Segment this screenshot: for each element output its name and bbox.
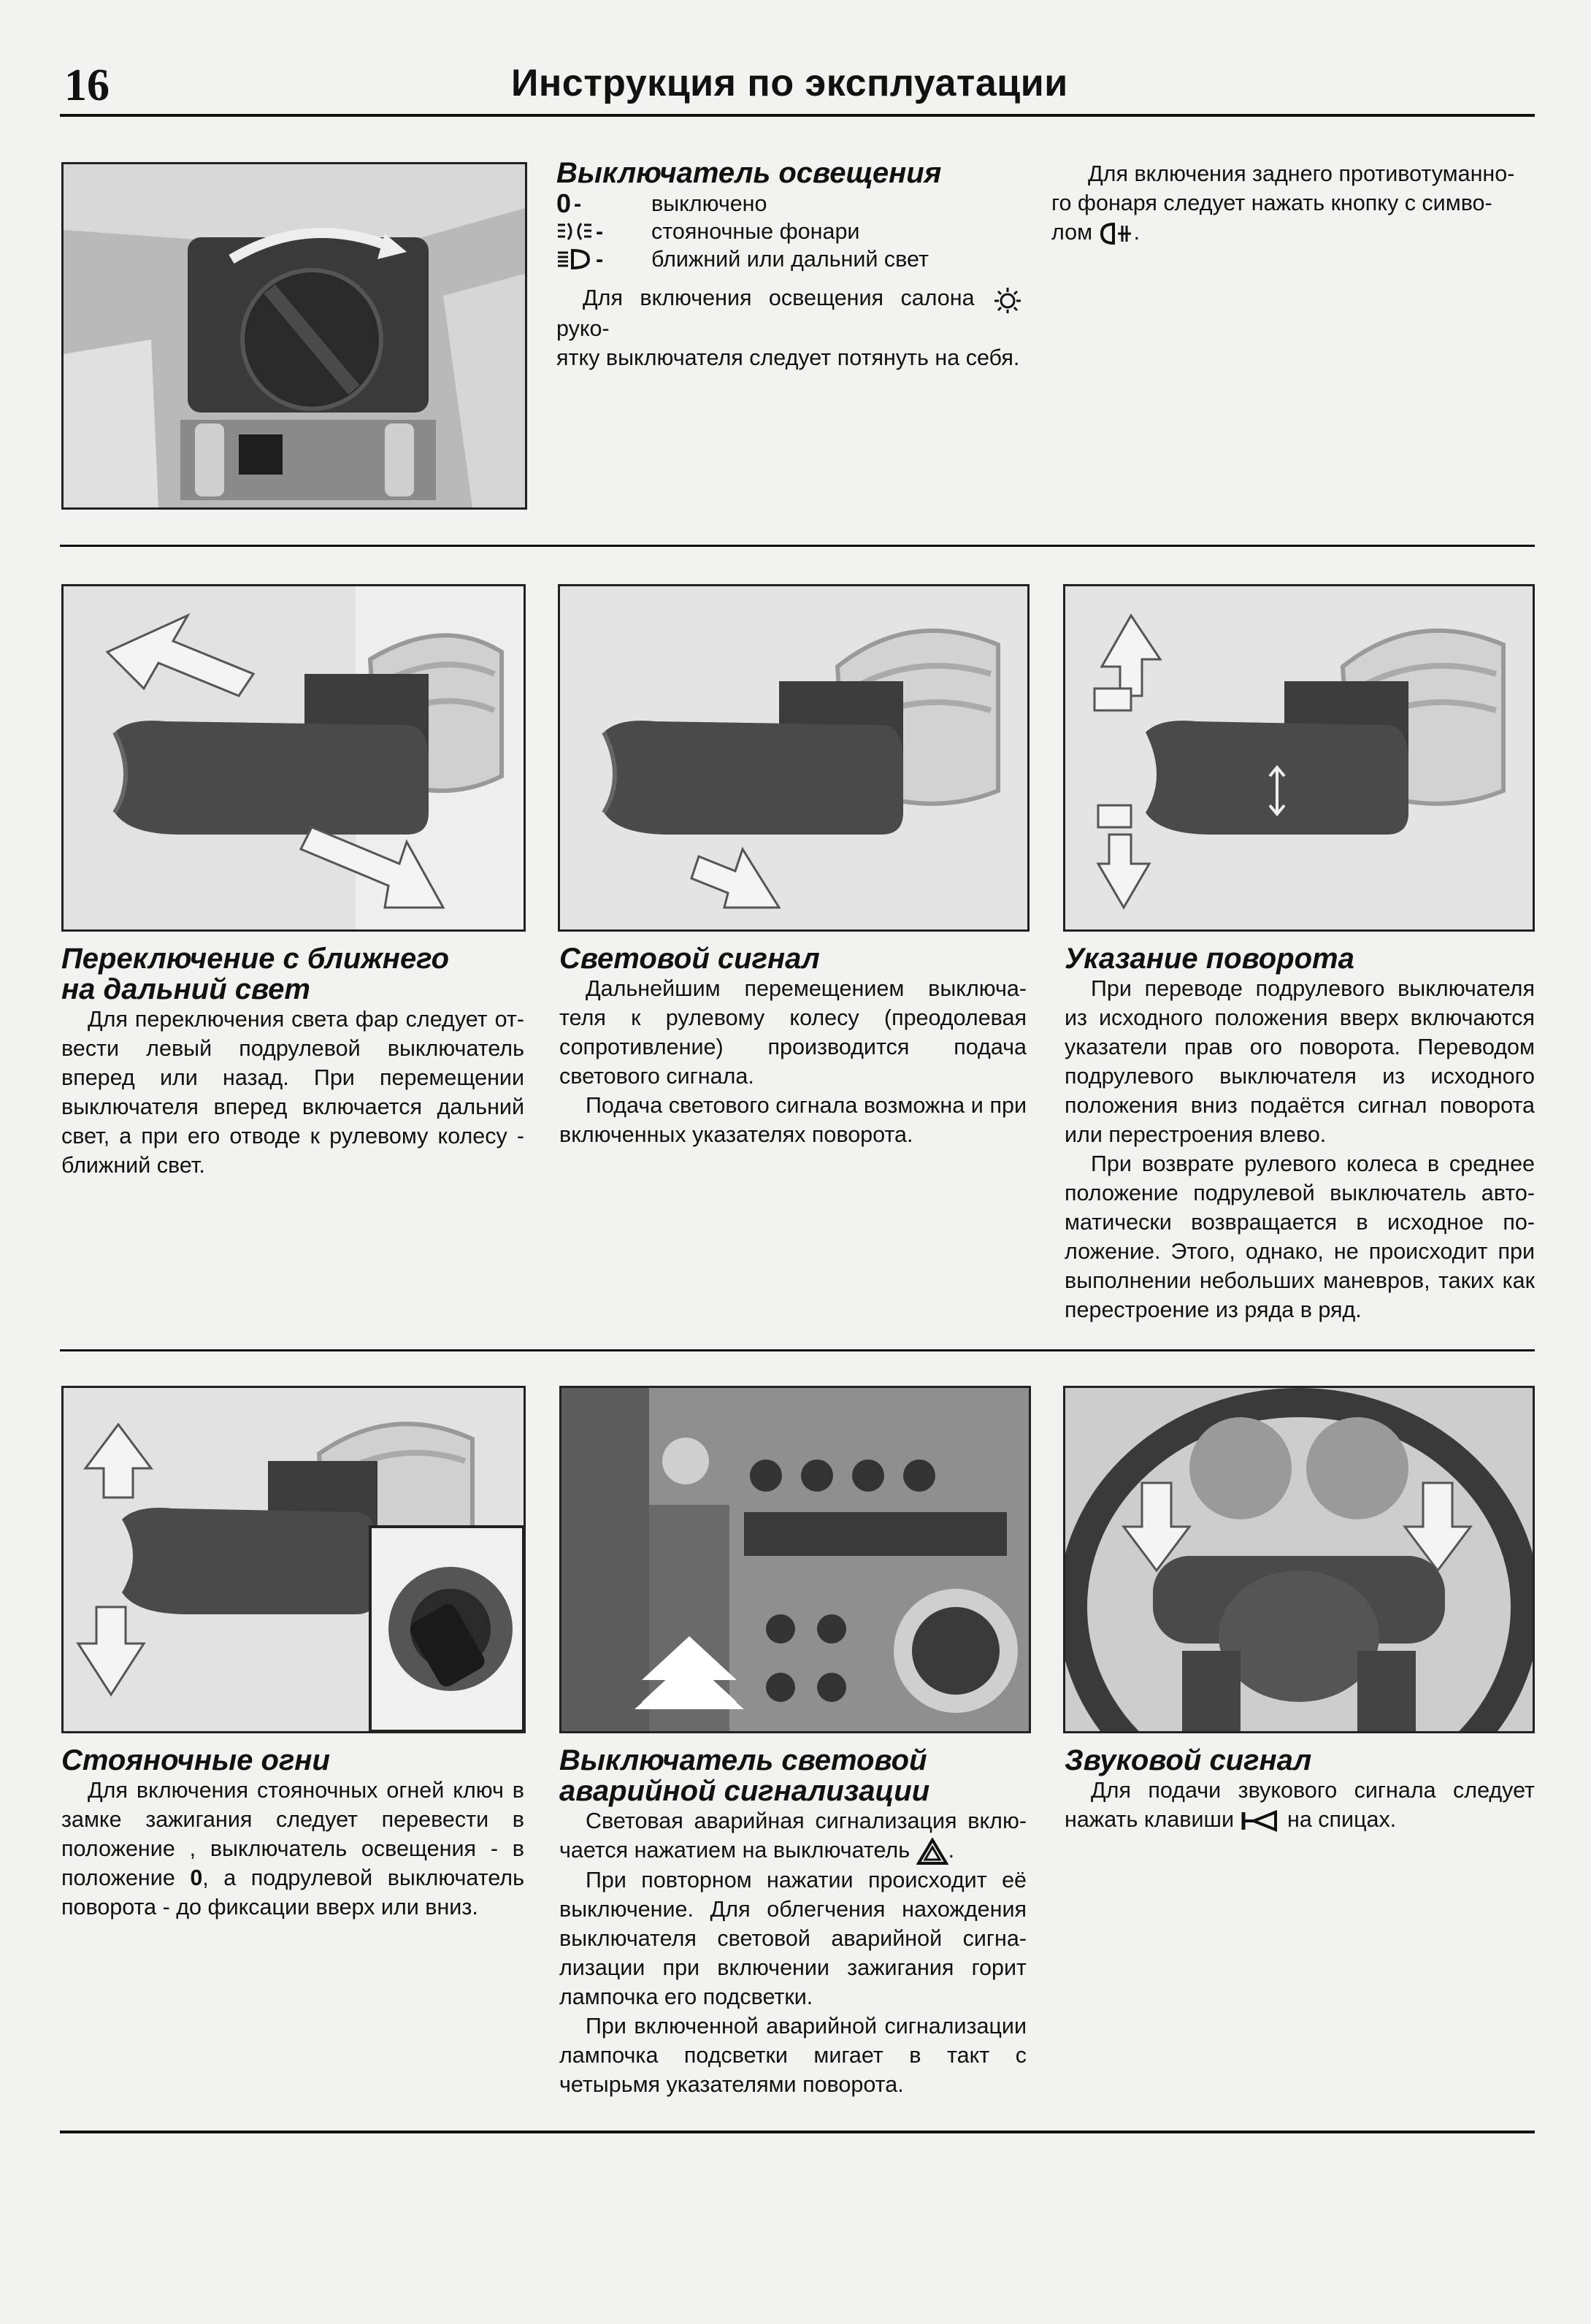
fog-light-text: Для включения заднего противотуманно- го фонаря следует нажать кнопку с симво- лом .	[1051, 161, 1515, 245]
legend-label-parking: стояночные фонари	[651, 219, 860, 244]
page-title: Инструкция по эксплуатации	[511, 62, 1068, 104]
page-number: 16	[64, 61, 110, 110]
hazard-heading: Выключатель световой аварийной сигнализации	[559, 1744, 930, 1807]
interior-light-text: Для включения освещения салона руко- ятку выключателя следует потянуть на себя.	[556, 283, 1024, 372]
turn-lever-photo	[1063, 584, 1535, 932]
turn-signal-heading: Указание поворота	[1065, 943, 1354, 975]
legend-label-off: выключено	[651, 191, 767, 216]
light-switch-heading: Выключатель освещения	[556, 157, 942, 189]
legend-row-parking	[556, 218, 929, 245]
parking-lights-text: Для включения стояночных огней ключ в замке зажигания следует перевести в положение , выключатель освещения - в положение 0, а подрулевой выключатель поворота - до фиксации вверх или вниз.	[61, 1778, 524, 1920]
turn-signal-text: При переводе подрулевого выключателя из исходного положения вверх включаются указатели прав ого поворота. Переводом подрулевого выключателя из исходного положения вниз подаётся сигнал поворота или перестроения влево. При возврате рулевого колеса в среднее положение подрулевой выключатель авто-матически возвращается в исходное по-ложение. Этого, однако, не происходит при выполнении небольших маневров, таких как перестроение из ряда в ряд.	[1065, 976, 1535, 1322]
horn-icon	[1241, 1809, 1281, 1833]
interior-light-icon	[992, 285, 1024, 314]
header-rule	[60, 114, 1535, 117]
steering-wheel-photo	[1063, 1386, 1535, 1733]
flash-signal-text: Дальнейшим перемещением выключа-теля к рулевому колесу (преодолевая сопротивление) производится подача светового сигнала. Подача светового сигнала возможна и при включенных указателях поворота.	[559, 976, 1027, 1147]
flash-signal-heading: Световой сигнал	[559, 943, 820, 975]
legend-row-headlight	[556, 245, 929, 273]
section-rule-1	[60, 545, 1535, 547]
beam-switch-heading: Переключение с ближнего на дальний свет	[61, 943, 449, 1005]
hazard-text: Световая аварийная сигнализация вклю-чается нажатием на выключатель . При повторном нажатии происходит её выключение. Для облегчения нахождения выключателя световой аварийной сигна-лизации при включении зажигания горит лампочка его подсветки. При включенной аварийной сигнализации лампочка подсветки мигает в такт с четырьмя указателями поворота.	[559, 1809, 1027, 2097]
footer-rule	[60, 2131, 1535, 2133]
light-switch-legend	[556, 190, 929, 273]
horn-heading: Звуковой сигнал	[1065, 1744, 1312, 1776]
parking-lights-heading: Стояночные огни	[61, 1744, 330, 1776]
flash-lever-photo	[558, 584, 1030, 932]
parking-lever-photo	[61, 1386, 526, 1733]
hazard-switch-photo	[559, 1386, 1031, 1733]
parking-lights-icon: -	[556, 218, 607, 245]
off-symbol-icon: 0 -	[556, 188, 582, 218]
section-rule-2	[60, 1349, 1535, 1351]
headlight-icon: -	[556, 245, 607, 273]
beam-lever-photo	[61, 584, 526, 932]
rear-fog-icon	[1099, 221, 1134, 246]
light-switch-photo	[61, 162, 527, 510]
beam-switch-text: Для переключения света фар следует от-вести левый подрулевой выключатель вперед или назад. При перемещении выключателя вперед включается дальний свет, а при его отводе к рулевому колесу - ближний свет.	[61, 1007, 524, 1178]
legend-label-headlight: ближний или дальний свет	[651, 247, 929, 272]
hazard-triangle-icon	[916, 1838, 948, 1865]
legend-row-off	[556, 190, 929, 218]
horn-text: Для подачи звукового сигнала следует нажать клавиши на спицах.	[1065, 1778, 1535, 1832]
